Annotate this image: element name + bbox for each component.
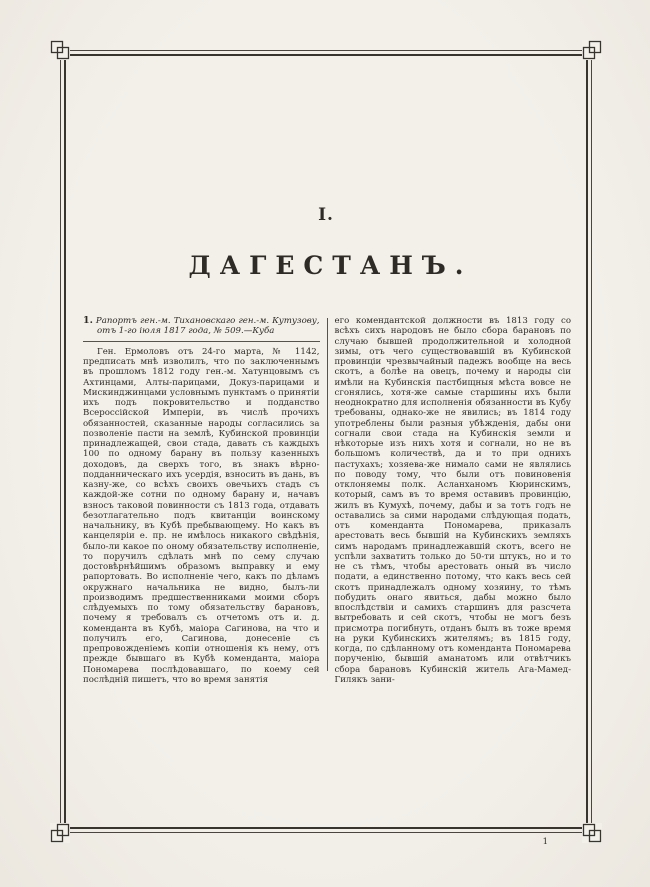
page-number: 1 <box>542 837 548 847</box>
column-divider <box>327 318 328 671</box>
text-columns <box>83 316 571 685</box>
page-content <box>67 57 585 826</box>
page-title: ДАГЕСТАНЪ. <box>188 251 473 280</box>
left-column <box>83 316 320 685</box>
corner-ornament-icon <box>50 823 70 843</box>
right-column-text: его комендантской должности въ 1813 году со всѣхъ сихъ народовъ не было сбора барановъ по случаю бывшей продолжительной и холодной зимы, отъ чего существовавшій въ Кубинской провинціи чрезвычайный падежъ вообще на весь скотъ, а болѣе на овецъ, почему и народы сіи имѣли на Кубинскія пастбищныя мѣста вовсе не сгонялись, хотя-же самые старшины ихъ были неоднократно для исполненія обязанности въ Кубу требованы, однако-же не явились; въ 1814 году употреблены были разныя убѣжденія, дабы они согнали свои стада на Кубинскія земли и нѣкоторые изъ нихъ хотя и согнали, но не въ большомъ количествѣ, да и то при однихъ пастухахъ; хозяева-же нимало сами не являлись по поводу тому, что были отъ повиновенія отклоняемы полк. Асланханомъ Кюринскимъ, который, самъ въ то время оставивъ провинцію, жилъ въ Кумухѣ, почему, дабы и за тотъ годъ не оставались за сими народами слѣдующая подать, отъ коменданта Пономарева, приказалъ арестовать весь бывшій на Кубинскихъ земляхъ симъ народамъ принадлежавшій скотъ, всего не успѣли захватить только до 50-ти штукъ, но и то не съ тѣмъ, чтобы арестовать оный въ число подати, а единственно потому, что какъ весь сей скотъ принадлежалъ одному хозяину, то тѣмъ побудить онаго явиться, дабы можно было впослѣдствіи и самихъ старшинъ для разсчета вытребовать и сей скотъ, чтобы не могъ безъ присмотра погибнуть, отданъ былъ въ тоже время на руки Кубинскихъ жителямъ; въ 1815 году, когда, по сдѣланному отъ коменданта Пономарева порученію, бывшій аманатомъ или отвѣтчикъ сбора барановъ Кубинскій житель Ага-Мамед-Гилякъ зани- <box>334 316 571 685</box>
section-number: I. <box>318 205 334 225</box>
header-rule <box>83 341 320 342</box>
right-column <box>335 316 572 685</box>
corner-ornament-icon <box>582 823 602 843</box>
left-column-text: Ген. Ермоловъ отъ 24-го марта, № 1142, предписать мнѣ изволилъ, что по заключеннымъ въ прошломъ 1812 году ген.-м. Хатунцовымъ съ Ахтинцами, Алты-парицами, Докуз-парицами и Мискинджинцами условнымъ пунктамъ о принятіи ихъ подъ покровительство и подданство Всероссійской Имперіи, въ числѣ прочихъ обязанностей, сказанные народы согласились за позволеніе пасти на землѣ, Кубинской провинціи принадлежащей, свои стада, давать съ каждыхъ 100 по одному барану въ пользу казенныхъ доходовъ, да сверхъ того, въ знакъ вѣрно-подданническаго ихъ усердія, взносить въ дань, въ казну-же, со всѣхъ своихъ овечьихъ стадъ съ каждой-же сотни по одному барану и, начавъ взносъ таковой повинности съ 1813 года, отдавать безотлагательно подъ квитанціи воинскому начальнику, въ Кубѣ пребывающему. Но какъ въ канцеляріи е. пр. не имѣлось никакого свѣдѣнія, было-ли какое по оному обязательству исполненіе, то поручилъ сдѣлать мнѣ по сему случаю достовѣрнѣйшимъ образомъ выправку и ему рапортовать. Во исполненіе чего, какъ по дѣламъ окружнаго начальника не видно, былъ-ли производимъ предшественниками моими сборъ слѣдуемыхъ по тому обязательству барановъ, почему я требовалъ съ отчетомъ отъ и. д. коменданта въ Кубѣ, маіора Сагинова, на что и получилъ его, Сагинова, донесеніе съ препровожденіемъ копіи отношенія къ нему, отъ прежде бывшаго въ Кубѣ коменданта, маіора Пономарева послѣдовавшаго, по коему сей послѣдній пишетъ, что во время занятія <box>83 346 320 685</box>
corner-ornament-icon <box>582 40 602 60</box>
decorative-border <box>60 50 592 833</box>
document-header-text: Рапортъ ген.-м. Тихановскаго ген.-м. Кутузову, отъ 1-го іюля 1817 года, № 509.—Куба <box>95 316 320 337</box>
item-number: 1. <box>83 315 93 326</box>
document-header <box>83 316 320 337</box>
